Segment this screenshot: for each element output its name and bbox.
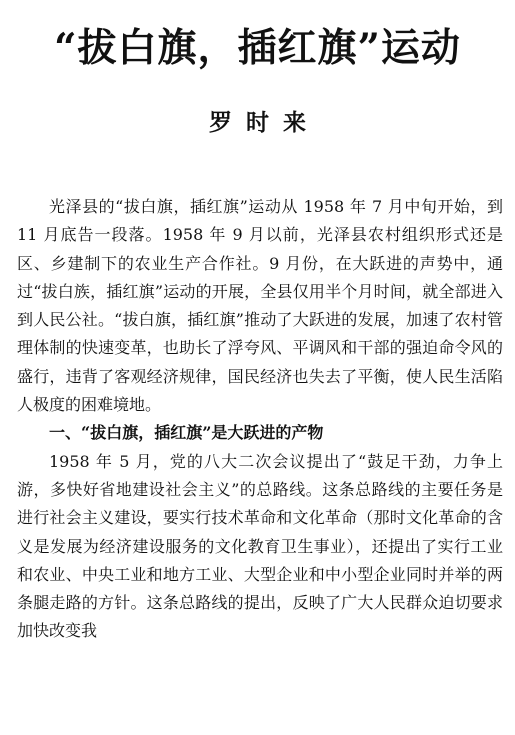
section-paragraph: 1958 年 5 月，党的八大二次会议提出了“鼓足干劲，力争上游，多快好省地建设社会主义”的总路线。这条总路线的主要任务是进行社会主义建设，要实行技术革命和文化革命（那时文化革命的含义是发展为经济建设服务的文化教育卫生事业），还提出了实行工业和农业、中央工业和地方工业、大型企业和中小型企业同时并举的两条腿走路的方针。这条总路线的提出，反映了广大人民群众迫切要求加快改变我 bbox=[17, 451, 503, 641]
section-heading: 一、“拔白旗，插红旗”是大跃进的产物 bbox=[49, 423, 324, 443]
article-author: 罗时来 bbox=[209, 109, 320, 136]
intro-paragraph: 光泽县的“拔白旗，插红旗”运动从 1958 年 7 月中旬开始，到 11 月底告一段落。1958 年 9 月以前，光泽县农村组织形式还是区、乡建制下的农业生产合作社。9 月份，在大跃进的声势中，通过“拔白族，插红旗”运动的开展，全县仅用半个月时间，就全部进入到人民公社。“拔白旗，插红旗”推动了大跃进的发展，加速了农村管理体制的快速变革，也助长了浮夸风、平调风和干部的强迫命令风的盛行，违背了客观经济规律，国民经济也失去了平衡，使人民生活陷人极度的困难境地。 bbox=[17, 197, 503, 415]
article-title: “拔白旗，插红旗”运动 bbox=[54, 25, 461, 71]
article-body bbox=[17, 193, 503, 646]
